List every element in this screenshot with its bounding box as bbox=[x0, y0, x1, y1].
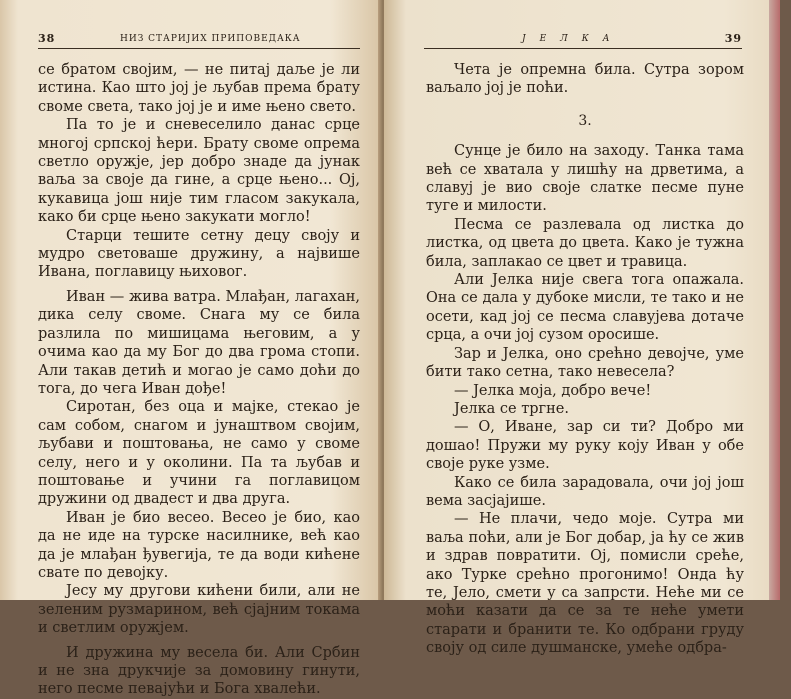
left-page-body bbox=[38, 61, 360, 699]
paragraph: Како се била зарадовала, очи јој још вема засјајише. bbox=[426, 474, 744, 509]
right-page-body bbox=[426, 61, 744, 658]
paragraph: Јесу му другови кићени били, али не зеленим рузмарином, већ сјајним токама и светлим оружјем. bbox=[38, 583, 360, 637]
right-running-head bbox=[424, 30, 742, 49]
paragraph: Иван — жива ватра. Млађан, лагахан, дика селу своме. Снага му се била разлила по мишицама његовим, а у очима као да му Бог до два грома стопи. Али такав детић и могао је само доћи до тога, до чега Иван дође! bbox=[38, 288, 360, 397]
paragraph: — О, Иване, зар си ти? Добро ми дошао! Пружи му руку коју Иван у обе своје руке узме. bbox=[426, 419, 744, 473]
paragraph: Јелка се тргне. bbox=[454, 400, 569, 417]
paragraph: — Не плачи, чедо моје. Сутра ми ваља поћи, али је Бог добар, ја ћу се жив и здрав повратити. Ој, помисли среће, ако Турке срећно прогонимо! Онда ћу те, Јело, смети у са запрсти. Неће ми се моћи казати да се за те неће умети старати и бранити те. Ко одбрани груду своју од силе душманске, умеће одбра- bbox=[426, 511, 744, 657]
paragraph: Иван је био весео. Весео је био, као да не иде на турске насилнике, већ као да је млађан ђувегија, те да води кићене свате по девојку. bbox=[38, 509, 360, 581]
paragraph: Песма се разлевала од листка до листка, од цвета до цвета. Како је тужна била, заплакао се цвет и травица. bbox=[426, 216, 744, 270]
paragraph: Зар и Јелка, оно срећно девојче, уме бити тако сетна, тако невесела? bbox=[426, 345, 744, 381]
left-page-number: 38 bbox=[38, 32, 56, 45]
paragraph: Али Јелка није свега тога опажала. Она се дала у дубоке мисли, те тако и не осети, кад јој се песма славујева дотаче срца, а очи јој сузом оросише. bbox=[426, 272, 744, 344]
paragraph: Старци тешите сетну децу своју и мудро световаше дружину, а највише Ивана, поглавицу њиховог. bbox=[38, 227, 360, 281]
paragraph: Па то је и сневеселило данас срце многој српској ћери. Брату своме опрема светло оружје, јер добро знаде да јунак ваља за своје да гине, а срце њено... Ој, кукавица још није тим гласом закукала, како би срце њено закукати могло! bbox=[38, 117, 360, 226]
left-page bbox=[0, 0, 382, 698]
paragraph: Сунце је било на заходу. Танка тама већ се хватала у лишћу на дрветима, а славуј је вио своје слатке песме пуне туге и милости. bbox=[426, 143, 744, 215]
section-number: 3. bbox=[578, 112, 592, 129]
paragraph: Чета је опремна била. Сутра зором ваљало јој је поћи. bbox=[426, 62, 744, 97]
paragraph: — Јелка моја, добро вече! bbox=[454, 382, 652, 399]
paragraph: се братом својим, — не питај даље је ли истина. Као што јој је љубав према брату своме света, тако јој је и име њено свето. bbox=[38, 62, 360, 115]
paragraph: Сиротан, без оца и мајке, стекао је сам собом, снагом и јунаштвом својим, љубави и поштовања, не само у своме селу, него и у околини. Па та љубав и поштовање и учини га поглавицом дружини од двадест и два друга. bbox=[38, 399, 360, 508]
right-running-title: ЈЕЛКА bbox=[522, 34, 624, 44]
left-running-head bbox=[38, 30, 360, 49]
paragraph: И дружина му весела би. Али Србин и не зна друкчије за домовину гинути, него песме певајући и Бога хвалећи. bbox=[38, 644, 360, 698]
page-edge bbox=[769, 0, 780, 600]
left-running-title: НИЗ СТАРИЈИХ ПРИПОВЕДАКА bbox=[120, 34, 301, 44]
right-page bbox=[384, 0, 780, 657]
right-page-number: 39 bbox=[724, 32, 742, 45]
